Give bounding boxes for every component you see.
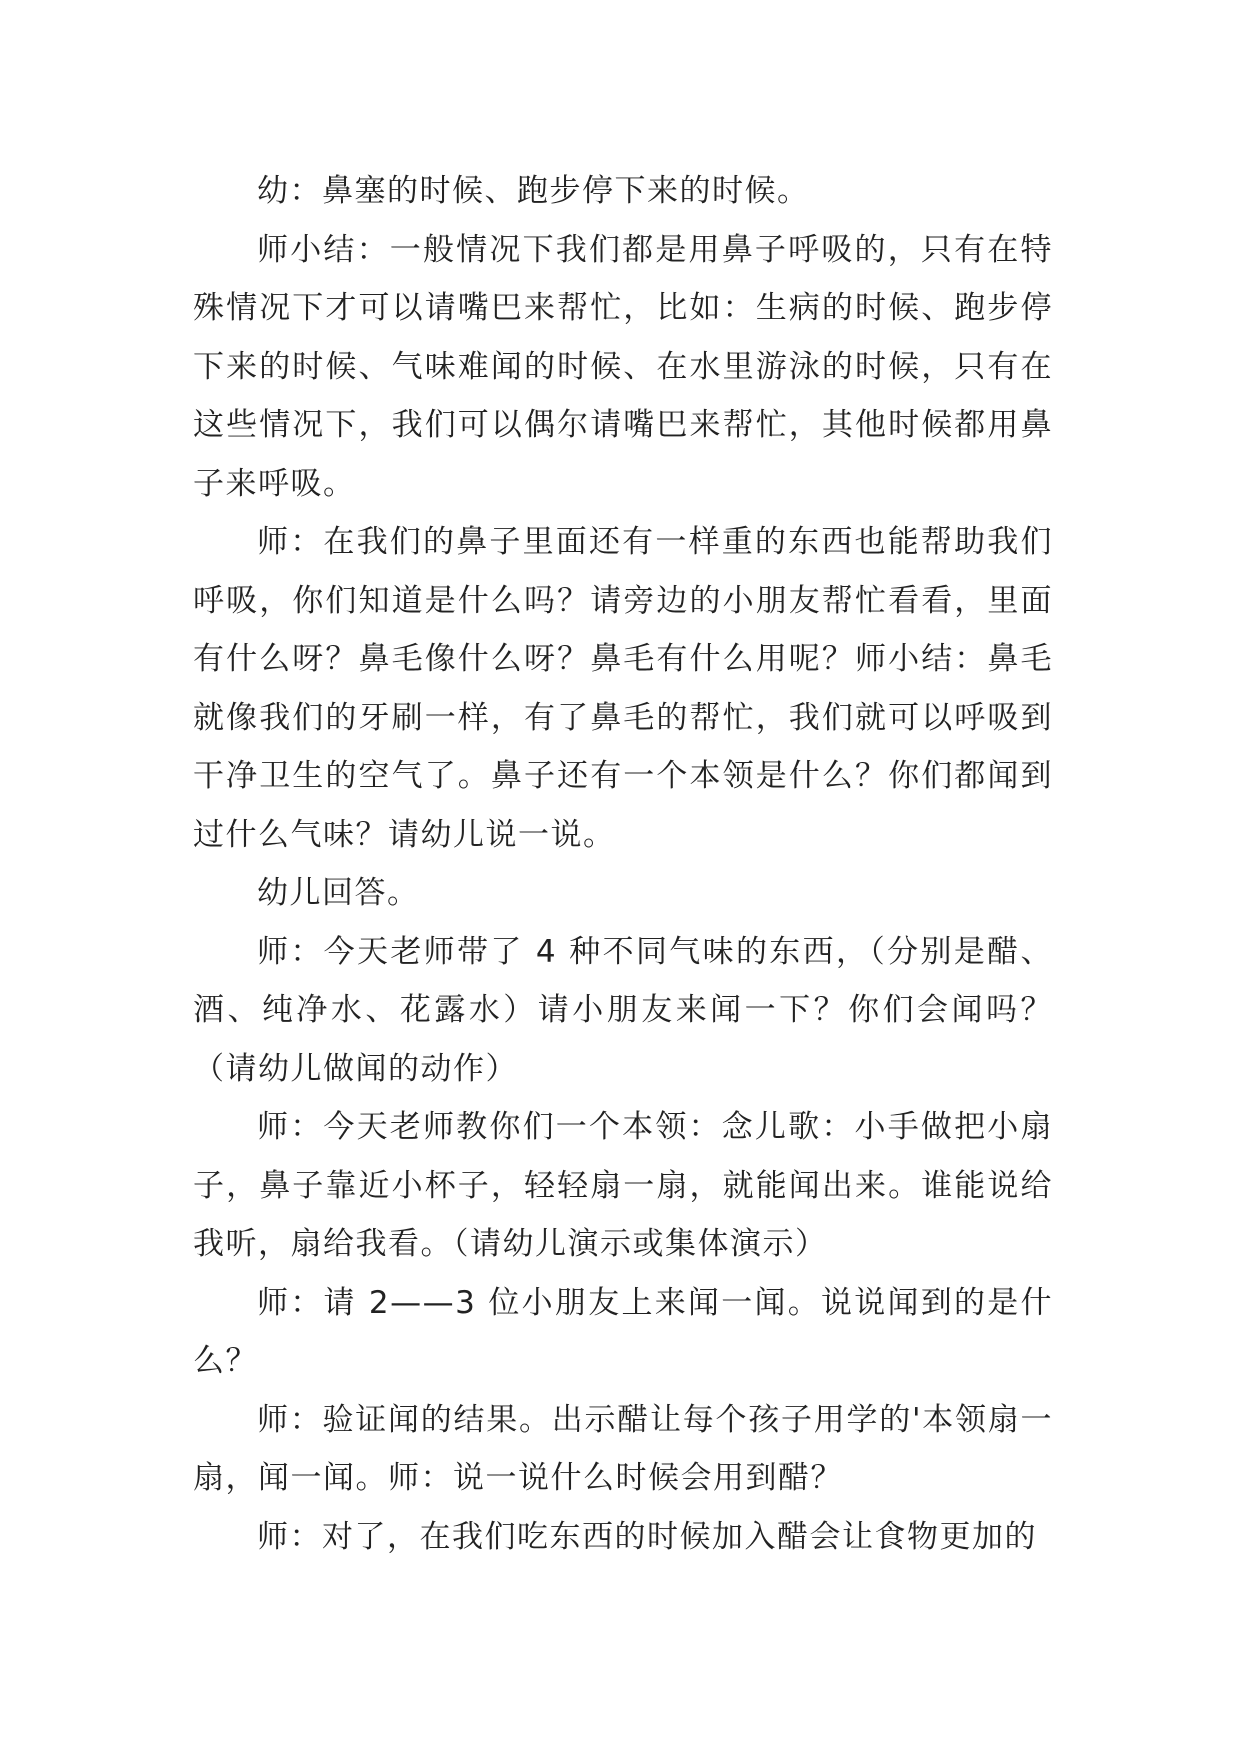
paragraph: 师小结：一般情况下我们都是用鼻子呼吸的，只有在特殊情况下才可以请嘴巴来帮忙，比如：生病的时候、跑步停下来的时候、气味难闻的时候、在水里游泳的时候，只有在这些情况下，我们可以偶尔请嘴巴来帮忙，其他时候都用鼻子来呼吸。 (193, 231, 1053, 502)
paragraph: 师：请 2——3 位小朋友上来闻一闻。说说闻到的是什么？ (193, 1284, 1053, 1379)
paragraph: 幼儿回答。 (257, 875, 420, 911)
paragraph: 师：在我们的鼻子里面还有一样重的东西也能帮助我们呼吸，你们知道是什么吗？请旁边的小朋友帮忙看看，里面有什么呀？鼻毛像什么呀？鼻毛有什么用呢？师小结：鼻毛就像我们的牙刷一样，有了鼻毛的帮忙，我们就可以呼吸到干净卫生的空气了。鼻子还有一个本领是什么？你们都闻到过什么气味？请幼儿说一说。 (193, 524, 1053, 853)
paragraph: 师：今天老师教你们一个本领：念儿歌：小手做把小扇子，鼻子靠近小杯子，轻轻扇一扇，就能闻出来。谁能说给我听，扇给我看。（请幼儿演示或集体演示） (193, 1109, 1053, 1262)
document-body (193, 162, 1053, 1566)
paragraph: 师：验证闻的结果。出示醋让每个孩子用学的'本领扇一扇，闻一闻。师：说一说什么时候会用到醋？ (193, 1401, 1053, 1496)
paragraph: 师：对了，在我们吃东西的时候加入醋会让食物更加的 (257, 1518, 1037, 1555)
paragraph: 师：今天老师带了 4 种不同气味的东西，（分别是醋、酒、纯净水、花露水）请小朋友来闻一下？你们会闻吗？（请幼儿做闻的动作） (193, 933, 1053, 1087)
paragraph: 幼：鼻塞的时候、跑步停下来的时候。 (257, 173, 810, 209)
